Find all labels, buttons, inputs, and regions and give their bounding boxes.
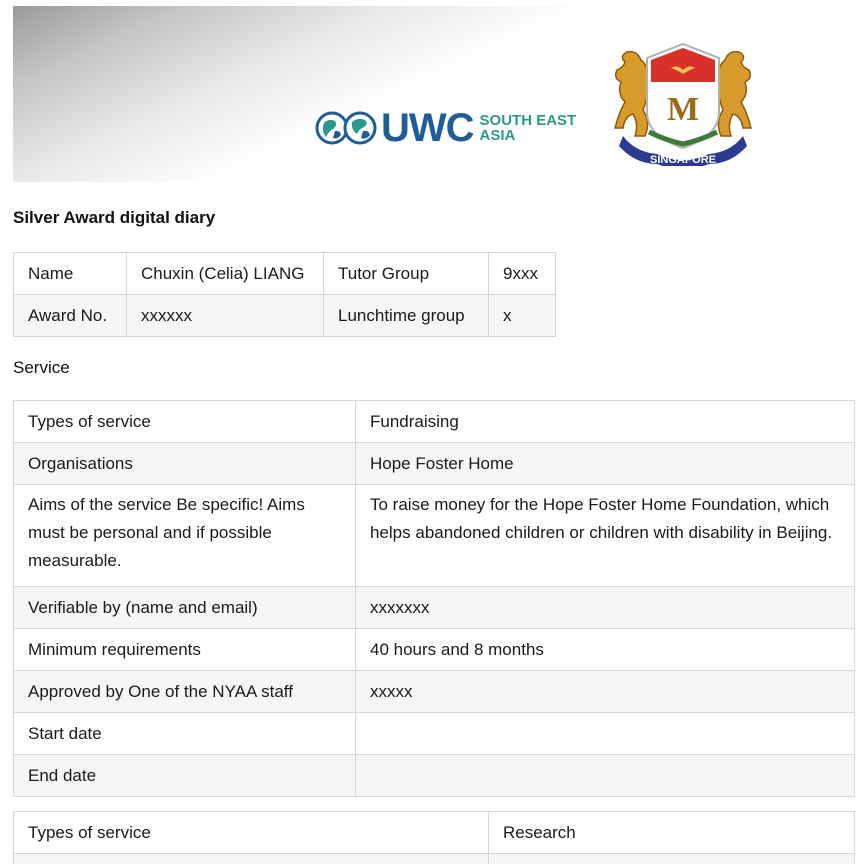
document-header bbox=[13, 6, 773, 182]
uwc-logo-subtitle-line2: ASIA bbox=[479, 127, 516, 144]
service-row-label: End date bbox=[14, 755, 356, 797]
service-row-value: xxxxxxx bbox=[356, 587, 855, 629]
uwc-logo bbox=[315, 106, 576, 150]
name-label: Name bbox=[14, 253, 127, 295]
service-row-label bbox=[14, 854, 489, 864]
service-table bbox=[13, 400, 855, 797]
table-row bbox=[14, 854, 855, 864]
service-row-label: Aims of the service Be specific! Aims must be personal and if possible measurable. bbox=[14, 485, 356, 587]
section-label-service: Service bbox=[13, 358, 70, 377]
service-row-value bbox=[489, 854, 855, 864]
globe-icon bbox=[315, 111, 377, 145]
service-row-label: Approved by One of the NYAA staff bbox=[14, 671, 356, 713]
table-row bbox=[14, 401, 855, 443]
table-row bbox=[14, 713, 855, 755]
table-row bbox=[14, 587, 855, 629]
service-row-value: Fundraising bbox=[356, 401, 855, 443]
award-no-value: xxxxxx bbox=[127, 295, 324, 337]
uwc-logo-subtitle-line1: SOUTH EAST bbox=[479, 112, 577, 129]
tutor-group-value: 9xxx bbox=[489, 253, 556, 295]
service-row-value: 40 hours and 8 months bbox=[356, 629, 855, 671]
service-row-value: To raise money for the Hope Foster Home Foundation, which helps abandoned children or children with disability in Beijing. bbox=[356, 485, 855, 587]
name-value: Chuxin (Celia) LIANG bbox=[127, 253, 324, 295]
table-row bbox=[14, 671, 855, 713]
table-row bbox=[14, 253, 556, 295]
uwc-logo-text: UWC bbox=[381, 106, 474, 150]
tutor-group-label: Tutor Group bbox=[324, 253, 489, 295]
service-row-label: Start date bbox=[14, 713, 356, 755]
service-row-label: Types of service bbox=[14, 812, 489, 854]
table-row bbox=[14, 812, 855, 854]
service-row-value bbox=[356, 713, 855, 755]
service-row-value bbox=[356, 755, 855, 797]
table-row bbox=[14, 755, 855, 797]
participant-info-table bbox=[13, 252, 556, 337]
table-row bbox=[14, 629, 855, 671]
service-row-value: Hope Foster Home bbox=[356, 443, 855, 485]
service-row-label: Verifiable by (name and email) bbox=[14, 587, 356, 629]
table-row bbox=[14, 443, 855, 485]
school-crest-icon bbox=[605, 40, 761, 171]
table-row bbox=[14, 295, 556, 337]
service-row-value: Research bbox=[489, 812, 855, 854]
uwc-logo-subtitle bbox=[480, 113, 577, 143]
service-row-value: xxxxx bbox=[356, 671, 855, 713]
service-row-label: Types of service bbox=[14, 401, 356, 443]
service-table-2 bbox=[13, 811, 855, 864]
service-row-label: Organisations bbox=[14, 443, 356, 485]
lunchtime-group-label: Lunchtime group bbox=[324, 295, 489, 337]
header-gradient-banner bbox=[13, 6, 573, 182]
document-title: Silver Award digital diary bbox=[13, 208, 216, 227]
crest-ribbon-text: SINGAPORE bbox=[649, 154, 717, 166]
table-row bbox=[14, 485, 855, 587]
lunchtime-group-value: x bbox=[489, 295, 556, 337]
svg-text:M: M bbox=[666, 91, 700, 128]
award-no-label: Award No. bbox=[14, 295, 127, 337]
service-row-label: Minimum requirements bbox=[14, 629, 356, 671]
